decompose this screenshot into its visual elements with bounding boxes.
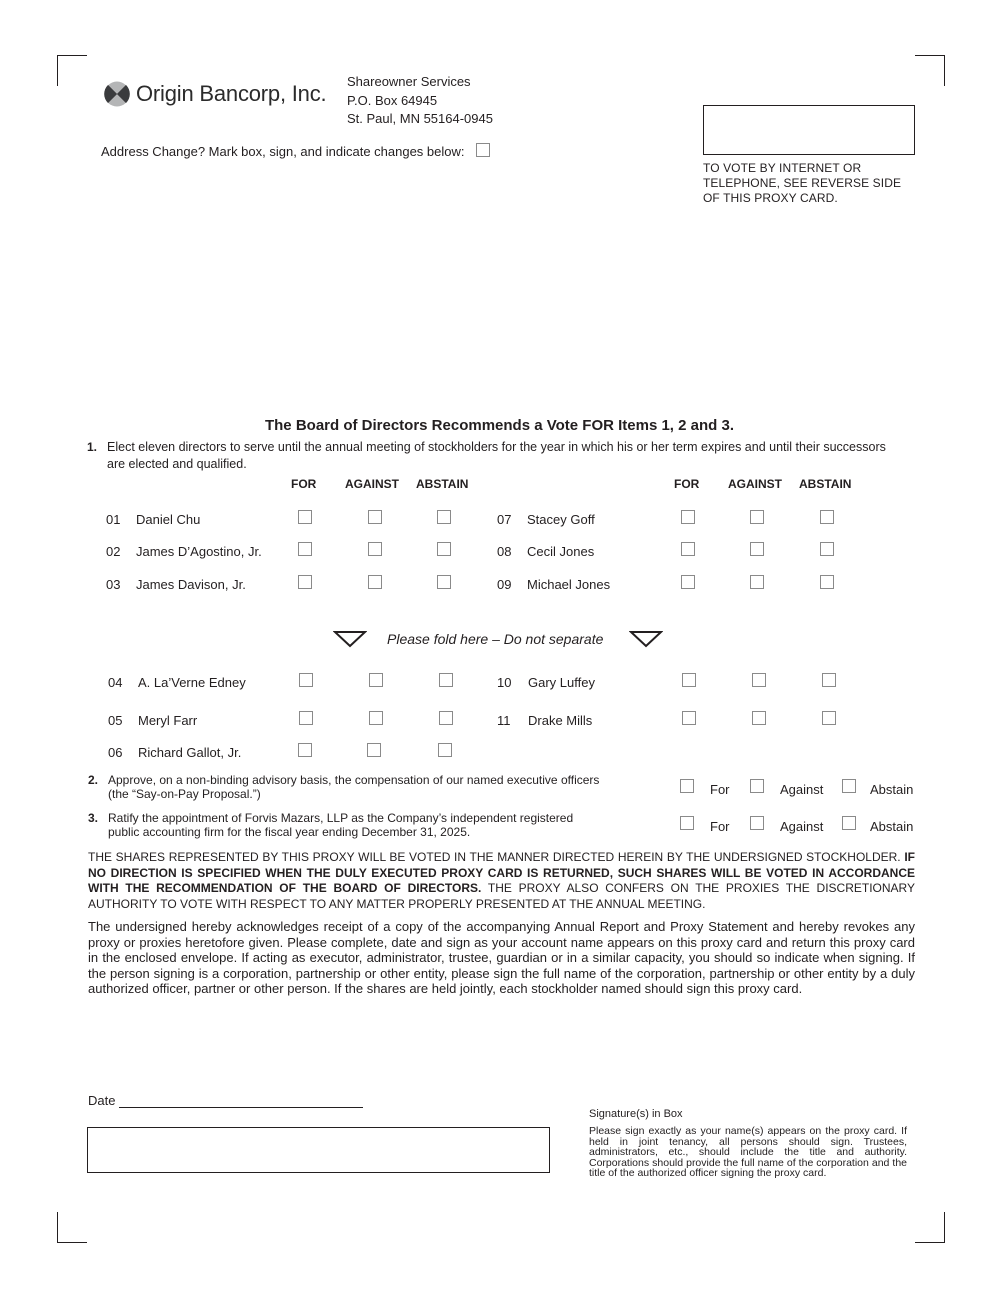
nominee-03-for-checkbox[interactable] <box>298 575 312 589</box>
nominee-08-abstain-checkbox[interactable] <box>820 542 834 556</box>
nominee-name: Richard Gallot, Jr. <box>138 745 242 760</box>
proposal-2-for-checkbox[interactable] <box>680 779 694 793</box>
fold-arrow-icon <box>333 630 367 648</box>
nominee-name: A. La’Verne Edney <box>138 675 246 690</box>
board-recommendation-title: The Board of Directors Recommends a Vote FOR Items 1, 2 and 3. <box>264 417 734 434</box>
nominee-02-for-checkbox[interactable] <box>298 542 312 556</box>
nominee-number: 06 <box>108 745 123 760</box>
vote-note-line: TELEPHONE, SEE REVERSE SIDE <box>703 176 902 190</box>
address-line: P.O. Box 64945 <box>347 92 438 108</box>
nominee-name: Stacey Goff <box>527 512 595 527</box>
nominee-number: 11 <box>497 713 511 728</box>
nominee-number: 01 <box>106 512 121 527</box>
choice-label-against: Against <box>780 819 824 834</box>
notice-text: THE PROXY ALSO CONFERS ON THE PROXIES THE DISCRETIONARY AUTHORITY TO VOTE WITH RESPECT TO ANY MATTER PROPERLY PRESENTED AT THE ANNUAL MEETING. <box>88 881 915 911</box>
nominee-05-for-checkbox[interactable] <box>299 711 313 725</box>
nominee-09-abstain-checkbox[interactable] <box>820 575 834 589</box>
nominee-name: Drake Mills <box>528 713 593 728</box>
return-address <box>347 73 493 129</box>
proposal-3 <box>88 811 574 839</box>
address-change-checkbox[interactable] <box>476 143 490 157</box>
date-line[interactable] <box>119 1095 363 1108</box>
signature-instructions: Please sign exactly as your name(s) appears on the proxy card. If held in joint tenancy, all persons should sign. Trustees, administrators, etc., should include the title and authority. Corporations should provide the full name of the corporation and the title of the authorized officer signing the proxy card. <box>589 1125 907 1179</box>
nominee-name: James D’Agostino, Jr. <box>136 544 262 559</box>
acknowledgement-paragraph: The undersigned hereby acknowledges receipt of a copy of the accompanying Annual Report and Proxy Statement and hereby revokes any proxy or proxies heretofore given. Please complete, date and sign as your account name appears on this proxy card and return this proxy card in the enclosed envelope. If acting as executor, administrator, trustee, guardian or in a similar capacity, you should so indicate when signing. If the person signing is a corporation, partnership or other entity, please sign the full name of the corporation, partnership or other entity by a duly authorized officer, partner or other person. If the shares are held jointly, each stockholder named should sign this proxy card. <box>88 919 915 996</box>
nominee-name: Daniel Chu <box>136 512 201 527</box>
notice-text: THE SHARES REPRESENTED BY THIS PROXY WILL BE VOTED IN THE MANNER DIRECTED HEREIN BY THE UNDERSIGNED STOCKHOLDER. <box>88 850 905 864</box>
proposal-line: Ratify the appointment of Forvis Mazars, LLP as the Company’s independent registered <box>108 811 574 825</box>
column-header-against: AGAINST <box>345 477 399 491</box>
proposal-2 <box>88 773 600 801</box>
nominee-03-abstain-checkbox[interactable] <box>437 575 451 589</box>
column-header-abstain: ABSTAIN <box>799 477 852 491</box>
proposal-3-for-checkbox[interactable] <box>680 816 694 830</box>
column-header-for: FOR <box>291 477 317 491</box>
vote-note-line: TO VOTE BY INTERNET OR <box>703 161 862 175</box>
nominee-02-abstain-checkbox[interactable] <box>437 542 451 556</box>
item-1-description <box>87 439 886 471</box>
proposal-number: 3. <box>88 811 99 825</box>
crop-mark-bottom-left <box>57 1212 87 1243</box>
nominee-07-for-checkbox[interactable] <box>681 510 695 524</box>
proposal-number: 2. <box>88 773 99 787</box>
nominee-number: 03 <box>106 577 121 592</box>
nominee-number: 08 <box>497 544 512 559</box>
nominee-01-abstain-checkbox[interactable] <box>437 510 451 524</box>
nominee-09-for-checkbox[interactable] <box>681 575 695 589</box>
nominee-11-for-checkbox[interactable] <box>682 711 696 725</box>
proposal-3-against-checkbox[interactable] <box>750 816 764 830</box>
fold-text: Please fold here – Do not separate <box>387 631 604 647</box>
nominee-09-against-checkbox[interactable] <box>750 575 764 589</box>
choice-label-abstain: Abstain <box>870 782 914 797</box>
nominee-05-against-checkbox[interactable] <box>369 711 383 725</box>
nominee-number: 05 <box>108 713 123 728</box>
company-logo <box>104 81 326 107</box>
nominee-06-abstain-checkbox[interactable] <box>438 743 452 757</box>
nominee-03-against-checkbox[interactable] <box>368 575 382 589</box>
control-number-box <box>703 105 915 155</box>
signature-box-title: Signature(s) in Box <box>589 1108 683 1120</box>
nominee-06-against-checkbox[interactable] <box>367 743 381 757</box>
item-number: 1. <box>87 440 98 454</box>
proposal-line: (the “Say-on-Pay Proposal.”) <box>108 787 261 801</box>
address-line: St. Paul, MN 55164-0945 <box>347 111 493 126</box>
choice-label-against: Against <box>780 782 824 797</box>
nominee-01-for-checkbox[interactable] <box>298 510 312 524</box>
origin-logo-icon <box>104 81 130 107</box>
address-line: Shareowner Services <box>347 74 471 89</box>
signature-box[interactable] <box>87 1127 550 1173</box>
nominee-number: 02 <box>106 544 121 559</box>
voting-direction-notice <box>88 850 915 912</box>
nominee-name: Meryl Farr <box>138 713 198 728</box>
vote-note-line: OF THIS PROXY CARD. <box>703 191 838 205</box>
nominee-08-against-checkbox[interactable] <box>750 542 764 556</box>
vote-instructions-note <box>703 161 901 206</box>
nominee-name: Gary Luffey <box>528 675 595 690</box>
nominee-10-against-checkbox[interactable] <box>752 673 766 687</box>
nominee-10-for-checkbox[interactable] <box>682 673 696 687</box>
nominee-name: Cecil Jones <box>527 544 595 559</box>
nominee-number: 07 <box>497 512 512 527</box>
fold-instruction <box>333 630 663 648</box>
nominee-04-for-checkbox[interactable] <box>299 673 313 687</box>
date-label: Date <box>88 1093 116 1108</box>
nominee-11-against-checkbox[interactable] <box>752 711 766 725</box>
item-text: Elect eleven directors to serve until the annual meeting of stockholders for the year in which his or her term expires and until their successors are elected and qualified. <box>107 440 886 471</box>
date-field <box>88 1093 363 1108</box>
nominee-number: 10 <box>497 675 512 690</box>
column-header-for: FOR <box>674 477 700 491</box>
nominee-11-abstain-checkbox[interactable] <box>822 711 836 725</box>
address-change-row <box>101 144 490 159</box>
choice-label-for: For <box>710 782 730 797</box>
nominee-06-for-checkbox[interactable] <box>298 743 312 757</box>
nominee-01-against-checkbox[interactable] <box>368 510 382 524</box>
column-header-abstain: ABSTAIN <box>416 477 469 491</box>
nominee-name: Michael Jones <box>527 577 611 592</box>
nominee-10-abstain-checkbox[interactable] <box>822 673 836 687</box>
nominee-number: 09 <box>497 577 512 592</box>
column-header-against: AGAINST <box>728 477 782 491</box>
nominee-02-against-checkbox[interactable] <box>368 542 382 556</box>
proposal-line: Approve, on a non-binding advisory basis, the compensation of our named executive officers <box>108 773 600 787</box>
crop-mark-bottom-right <box>915 1212 945 1243</box>
proposal-3-abstain-checkbox[interactable] <box>842 816 856 830</box>
notice-bold-text: IF NO DIRECTION IS SPECIFIED WHEN THE DULY EXECUTED PROXY CARD IS RETURNED, SUCH SHARES WILL BE VOTED IN ACCORDANCE WITH THE RECOMMENDATION OF THE BOARD OF DIRECTORS. <box>88 850 915 895</box>
proposal-2-against-checkbox[interactable] <box>750 779 764 793</box>
fold-arrow-icon <box>629 630 663 648</box>
nominee-name: James Davison, Jr. <box>136 577 246 592</box>
proposal-line: public accounting firm for the fiscal year ending December 31, 2025. <box>108 825 471 839</box>
crop-mark-top-left <box>57 55 87 86</box>
nominee-04-against-checkbox[interactable] <box>369 673 383 687</box>
nominee-04-abstain-checkbox[interactable] <box>439 673 453 687</box>
crop-mark-top-right <box>915 55 945 86</box>
choice-label-abstain: Abstain <box>870 819 914 834</box>
nominee-number: 04 <box>108 675 123 690</box>
nominee-05-abstain-checkbox[interactable] <box>439 711 453 725</box>
nominee-07-abstain-checkbox[interactable] <box>820 510 834 524</box>
proposal-2-abstain-checkbox[interactable] <box>842 779 856 793</box>
address-change-label: Address Change? Mark box, sign, and indicate changes below: <box>101 144 465 159</box>
nominee-08-for-checkbox[interactable] <box>681 542 695 556</box>
choice-label-for: For <box>710 819 730 834</box>
nominee-07-against-checkbox[interactable] <box>750 510 764 524</box>
company-name: Origin Bancorp, Inc. <box>136 81 327 106</box>
